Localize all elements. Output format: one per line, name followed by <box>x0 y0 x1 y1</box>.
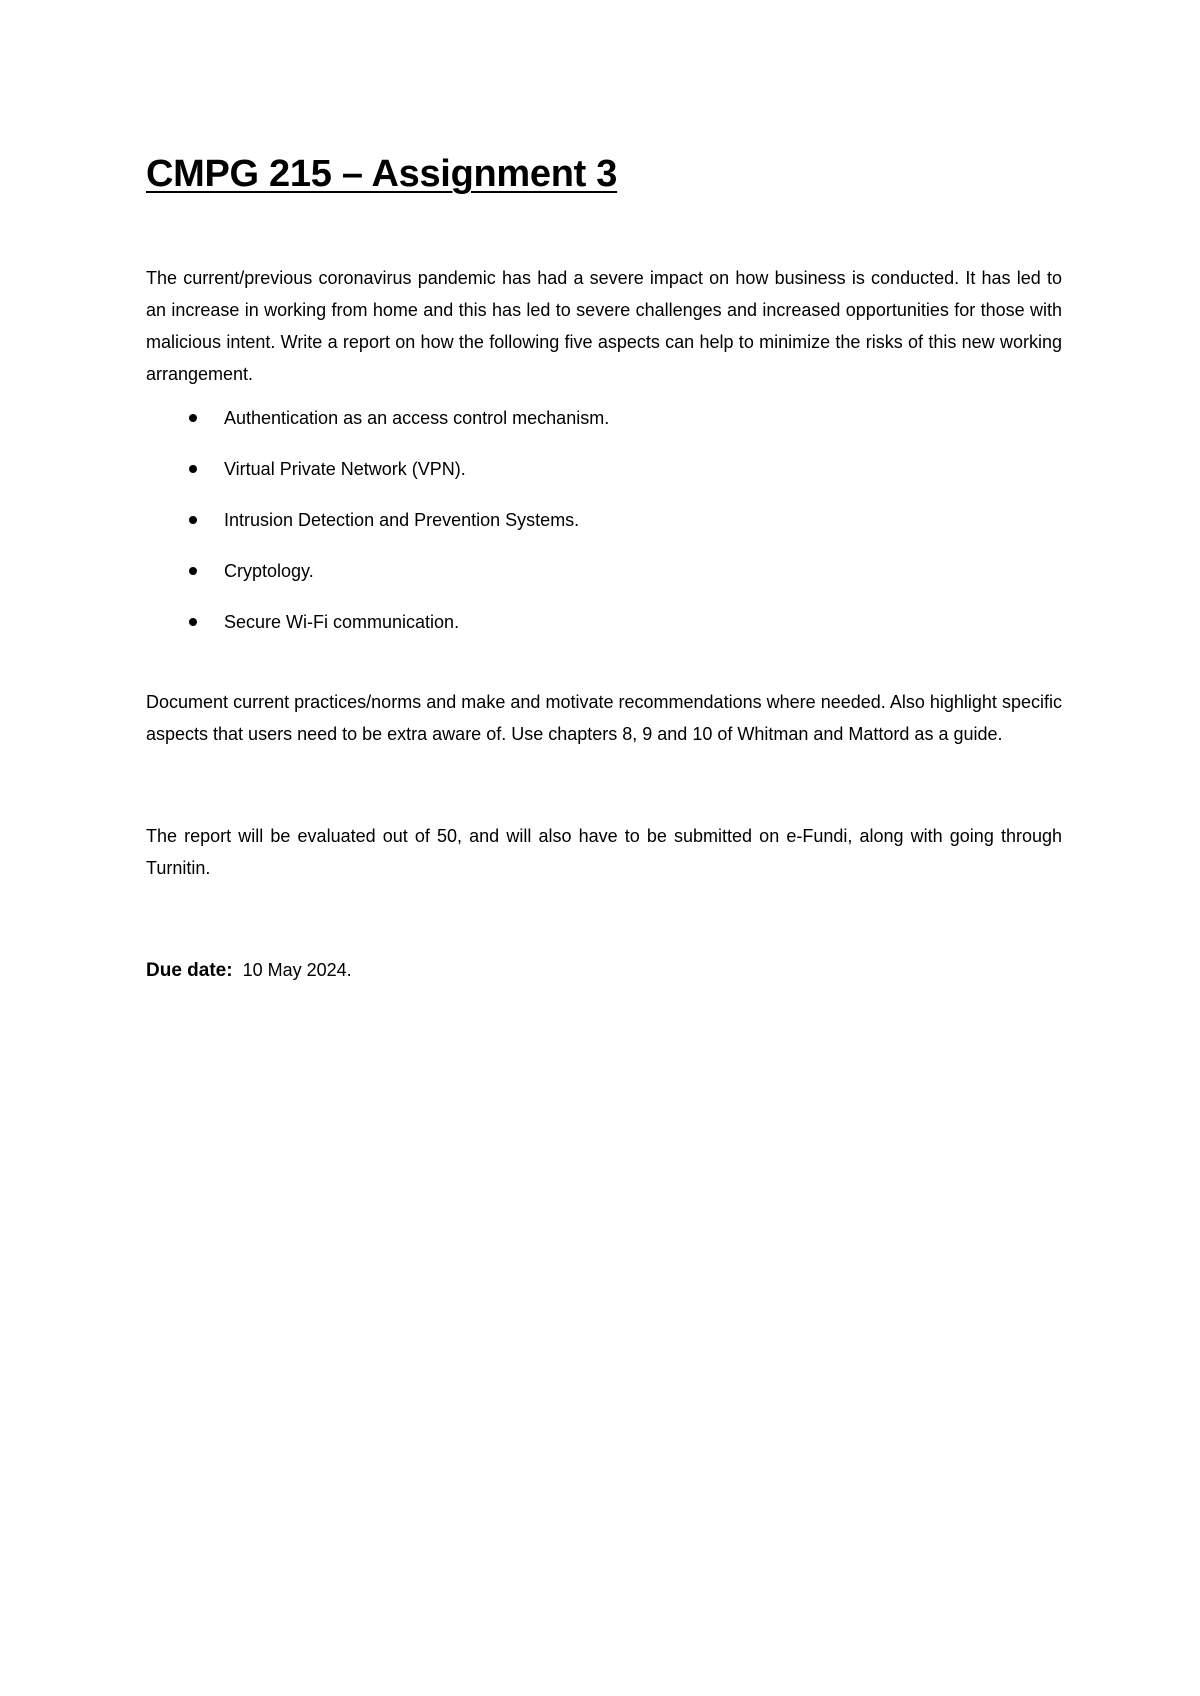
document-title: CMPG 215 – Assignment 3 <box>146 153 618 195</box>
due-date-label: Due date: <box>146 960 233 981</box>
guidance-paragraph: Document current practices/norms and make and motivate recommendations where needed. Also highlight specific aspects that users need to be extra aware of. Use chapters 8, 9 and 10 of Whitman and Mattord as a guide. <box>146 692 1062 744</box>
list-item <box>146 457 1062 481</box>
bullet-icon <box>189 618 197 626</box>
list-item-text: Cryptology. <box>224 561 314 581</box>
list-item <box>146 406 1062 430</box>
bullet-icon <box>189 567 197 575</box>
list-item <box>146 508 1062 532</box>
list-item-text: Virtual Private Network (VPN). <box>224 459 466 479</box>
list-item-text: Authentication as an access control mechanism. <box>224 408 610 428</box>
list-item <box>146 610 1062 634</box>
due-date-value: 10 May 2024. <box>242 960 352 980</box>
list-item-text: Intrusion Detection and Prevention Systems. <box>224 510 580 530</box>
document-body <box>146 150 1062 1005</box>
list-item-text: Secure Wi-Fi communication. <box>224 612 460 632</box>
bullet-icon <box>189 414 197 422</box>
due-date <box>146 954 1062 987</box>
list-item <box>146 559 1062 583</box>
bullet-icon <box>189 465 197 473</box>
bullet-icon <box>189 516 197 524</box>
aspects-list <box>146 406 1062 634</box>
intro-paragraph: The current/previous coronavirus pandemic has had a severe impact on how business is conducted. It has led to an increase in working from home and this has led to severe challenges and increased opportunities for those with malicious intent. Write a report on how the following five aspects can help to minimize the risks of this new working arrangement. <box>146 268 1062 384</box>
evaluation-paragraph: The report will be evaluated out of 50, and will also have to be submitted on e-Fundi, along with going through Turnitin. <box>146 826 1062 878</box>
